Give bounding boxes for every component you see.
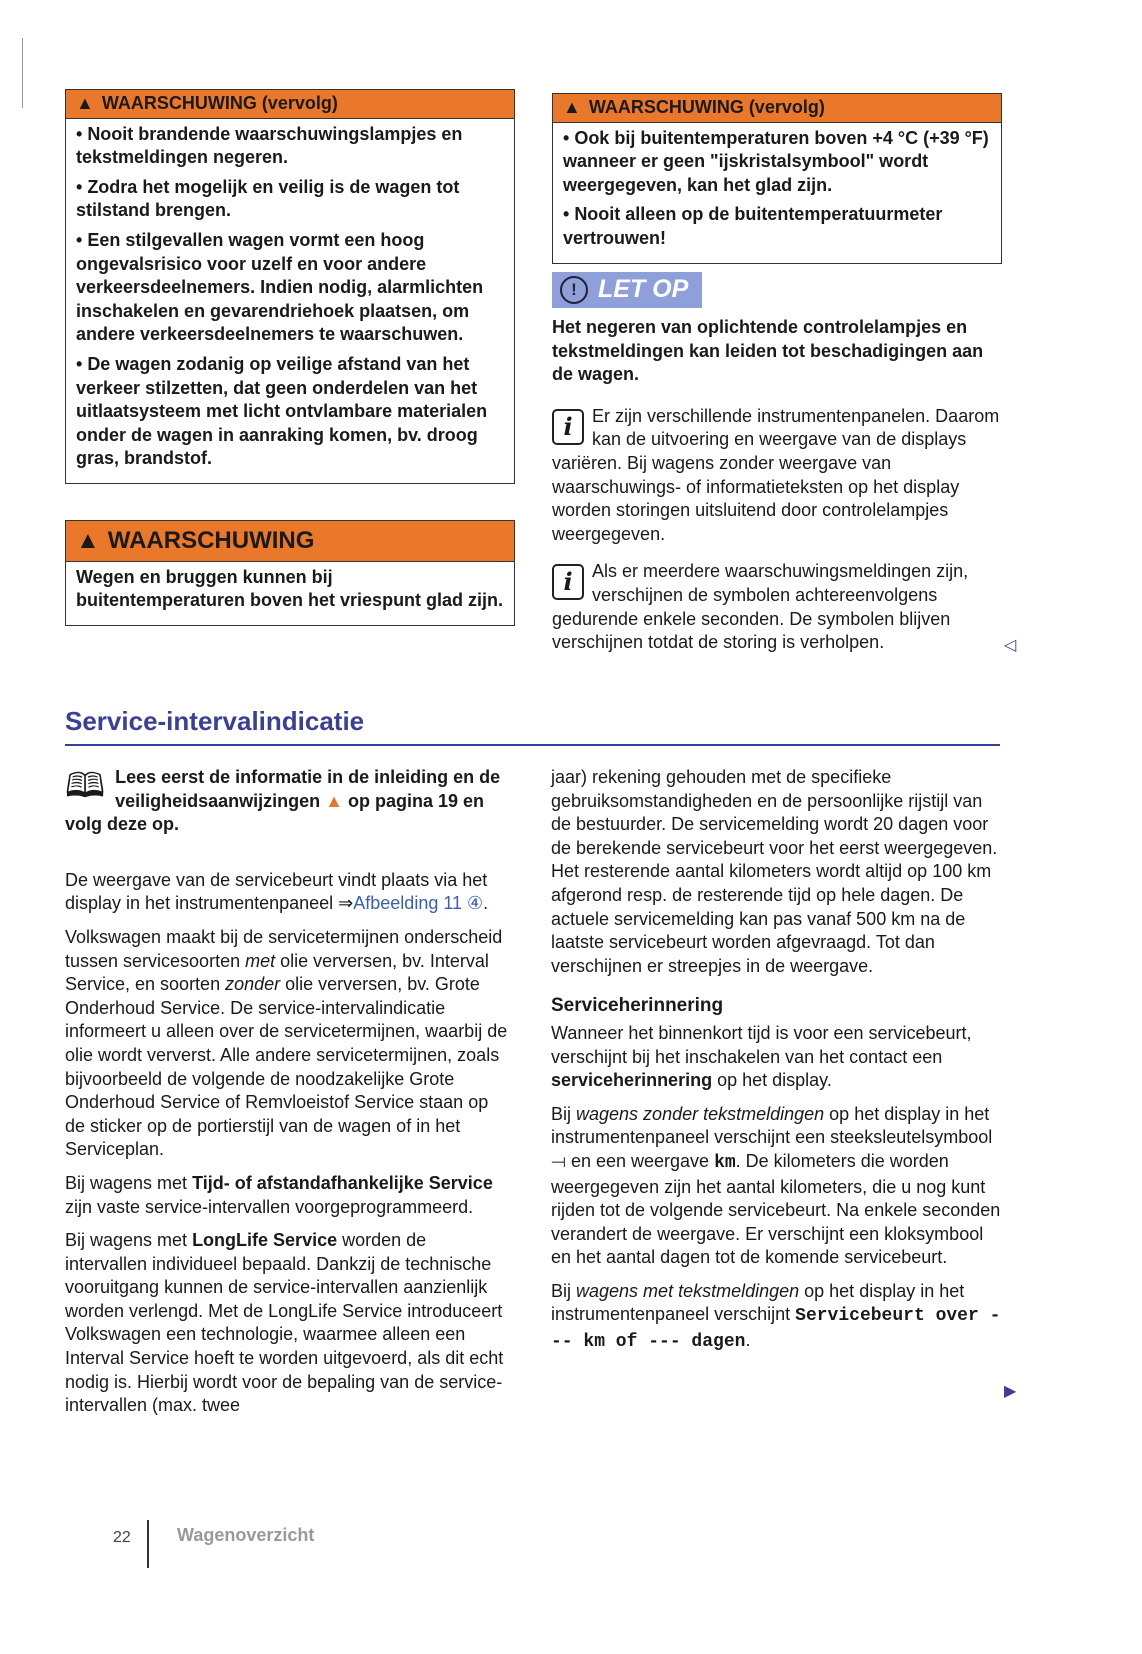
warning-item: • Een stilgevallen wagen vormt een hoog ongevalsrisico voor uzelf en voor andere verkeersdeelnemers. Indien nodig, alarmlichten inschakelen en gevarendriehoek plaatsen, om andere verkeersdeelnemers te waarschuwen. <box>76 229 484 345</box>
notice-text: Het negeren van oplichtende controlelampjes en tekstmeldingen kan leiden tot beschadigingen aan de wagen. <box>552 317 984 385</box>
figure-link[interactable]: Afbeelding 11 ④ <box>353 893 484 914</box>
paragraph: Bij wagens met LongLife Service worden de intervallen individueel bepaald. Dankzij de technische vooruitgang kunnen de service-intervallen aanzienlijk worden verlengd. Met de LongLife Service introduceert Volkswagen een technologie, waarmee alleen een Interval Service hoeft te worden uitgevoerd, als dit echt nodig is. Hierbij wordt voor de bepaling van de service-intervallen (max. twee <box>65 1230 504 1416</box>
warning-title: WAARSCHUWING (vervolg) <box>101 93 338 113</box>
paragraph: Wanneer het binnenkort tijd is voor een servicebeurt, verschijnt bij het inschakelen van het contact een serviceherinnering op het display. <box>551 1022 972 1091</box>
warning-title: WAARSCHUWING <box>107 527 315 554</box>
footer-divider <box>147 1520 149 1568</box>
notice-title: LET OP <box>598 275 689 304</box>
info-icon: i <box>552 409 584 445</box>
warning-item: • Zodra het mogelijk en veilig is de wagen tot stilstand brengen. <box>76 176 460 221</box>
chapter-title: Wagenoverzicht <box>177 1525 315 1545</box>
intro-text: 🕮 Lees eerst de informatie in de inleiding en de veiligheidsaanwijzingen ▲ op pagina 19 en volg deze op. <box>65 767 501 835</box>
paragraph: De weergave van de servicebeurt vindt plaats via het display in het instrumentenpaneel ⇒Afbeelding 11 ④. <box>65 869 489 914</box>
warning-box-continued <box>65 89 515 484</box>
paragraph: Bij wagens met Tijd- of afstandafhankelijke Service zijn vaste service-intervallen voorgeprogrammeerd. <box>65 1172 493 1217</box>
heading-rule <box>65 744 1000 746</box>
warning-box <box>65 520 515 626</box>
end-marker-icon: ◁ <box>1004 637 1017 654</box>
info-note: i Als er meerdere waarschuwingsmeldingen zijn, verschijnen de symbolen achtereenvolgens gedurende enkele seconden. De symbolen blijven verschijnen totdat de storing is verholpen. <box>552 561 969 653</box>
warning-header <box>66 521 514 562</box>
paragraph: jaar) rekening gehouden met de specifieke gebruiksomstandigheden en de persoonlijke rijstijl van de bestuurder. De servicemelding wordt 20 dagen voor de berekende servicebeurt voor het eerst weergegeven. Het resterende aantal kilometers wordt altijd op 100 km afgerond resp. de resterende tijd op hele dagen. De actuele servicemelding kan pas vanaf 500 km na de laatste servicebeurt worden afgevraagd. Tot dan verschijnen er streepjes in de weergave. <box>551 767 998 976</box>
warning-header <box>66 90 514 119</box>
section-heading: Service-intervalindicatie <box>65 706 365 736</box>
warning-title: WAARSCHUWING (vervolg) <box>588 97 825 117</box>
left-column-text <box>65 766 513 1428</box>
warning-item: • Nooit alleen op de buitentemperatuurmeter vertrouwen! <box>563 204 943 248</box>
warning-triangle-icon: ▲ <box>76 93 94 113</box>
paragraph: Bij wagens zonder tekstmeldingen op het display in het instrumentenpaneel verschijnt een steeksleutelsymbool ⟞ en een weergave km. De kilometers die worden weergegeven zijn het aantal kilometers, die u nog kunt rijden tot de volgende servicebeurt. Na enkele seconden verandert de weergave. Er verschijnt een kloksymbool en het aantal dagen tot de komende servicebeurt. <box>551 1103 1001 1268</box>
right-column-text <box>551 766 1001 1365</box>
warning-item: • Ook bij buitentemperaturen boven +4 °C (+39 °F) wanneer er geen "ijskristalsymbool" wordt weergegeven, kan het glad zijn. <box>563 127 989 195</box>
warning-text: Wegen en bruggen kunnen bij buitentemperaturen boven het vriespunt glad zijn. <box>76 566 504 611</box>
notice-section <box>552 272 1000 665</box>
page-number: 22 <box>113 1529 131 1546</box>
warning-item: • Nooit brandende waarschuwingslampjes en tekstmeldingen negeren. <box>76 123 463 168</box>
wrench-icon: ⟞ <box>551 1150 566 1171</box>
paragraph: Bij wagens met tekstmeldingen op het display in het instrumentenpaneel verschijnt Servicebeurt over --- km of --- dagen. <box>551 1280 1001 1353</box>
warning-box-continued <box>552 93 1002 264</box>
warning-triangle-icon: ▲ <box>76 527 100 554</box>
paragraph: Volkswagen maakt bij de servicetermijnen onderscheid tussen servicesoorten met olie verversen, bv. Interval Service, en soorten zonder olie verversen, bv. Grote Onderhoud Service. De service-intervalindicatie informeert u alleen over de servicetermijnen, waarbij de olie wordt ververst. Alle andere servicetermijnen, zoals bijvoorbeeld de volgende de noodzakelijke Grote Onderhoud Service of Remvloeistof Service staan op de sticker op de portierstijl van de wagen of in het Serviceplan. <box>65 926 508 1160</box>
info-icon: i <box>552 564 584 600</box>
warning-triangle-icon: ▲ <box>325 790 343 811</box>
info-note: i Er zijn verschillende instrumentenpanelen. Daarom kan de uitvoering en weergave van de displays variëren. Bij wagens zonder weergave van waarschuwings- of informatieteksten op het display worden storingen uitsluitend door controlelampjes weergegeven. <box>552 405 1000 544</box>
warning-header <box>553 94 1001 123</box>
notice-header <box>552 272 702 308</box>
subheading: Serviceherinnering <box>551 995 724 1017</box>
warning-item: • De wagen zodanig op veilige afstand van het verkeer stilzetten, dat geen onderdelen van het uitlaatsysteem met licht ontvlambare materialen onder de wagen in aanraking komen, bv. droog gras, brandstof. <box>76 353 488 469</box>
margin-line <box>22 38 23 108</box>
book-icon: 🕮 <box>65 767 106 805</box>
exclamation-circle-icon: ! <box>560 276 588 304</box>
warning-triangle-icon: ▲ <box>563 97 581 117</box>
continue-arrow-icon: ▶ <box>1004 1383 1017 1400</box>
